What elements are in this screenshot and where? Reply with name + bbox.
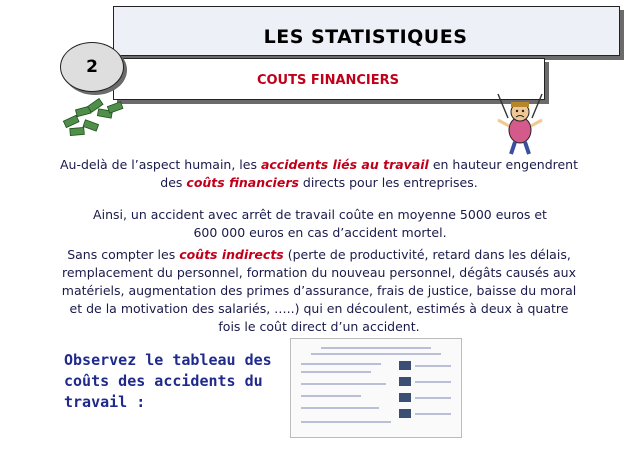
page-title: LES STATISTIQUES <box>263 26 468 48</box>
p3-text-after: (perte de productivité, retard dans les délais, remplacement du personnel, formation du nouveau personnel, dégâts causés aux matériels, augmentation des primes d’assurance, frais de justice, baisse du moral et de la motivation des salariés, …..) qui en découlent, estimés à deux à quatre fois le coût direct d’un accident. <box>61 247 577 334</box>
section-number-badge: 2 <box>60 42 124 92</box>
worried-person-icon <box>490 90 550 156</box>
money-bills-icon <box>60 98 130 143</box>
p1-highlight-costs: coûts financiers <box>186 175 299 190</box>
cost-paragraph: Ainsi, un accident avec arrêt de travail coûte en moyenne 5000 euros et 600 000 euros en cas d’accident mortel. <box>93 207 547 240</box>
p1-text-middle: en hauteur engendrent des <box>160 157 579 190</box>
cost-table-thumbnail[interactable] <box>290 338 462 438</box>
page-subtitle: COUTS FINANCIERS <box>256 73 400 88</box>
call-to-action: Observez le tableau des coûts des accidents du travail : <box>64 351 272 411</box>
indirect-cost-paragraph <box>58 246 580 336</box>
p1-text-after: directs pour les entreprises. <box>298 175 478 190</box>
p3-highlight-indirect: coûts indirects <box>179 247 284 262</box>
p3-text-before: Sans compter les <box>67 247 180 262</box>
p1-text-before: Au-delà de l’aspect humain, les <box>59 157 261 172</box>
p1-highlight-accidents: accidents liés au travail <box>260 157 429 172</box>
intro-paragraph <box>58 156 580 192</box>
